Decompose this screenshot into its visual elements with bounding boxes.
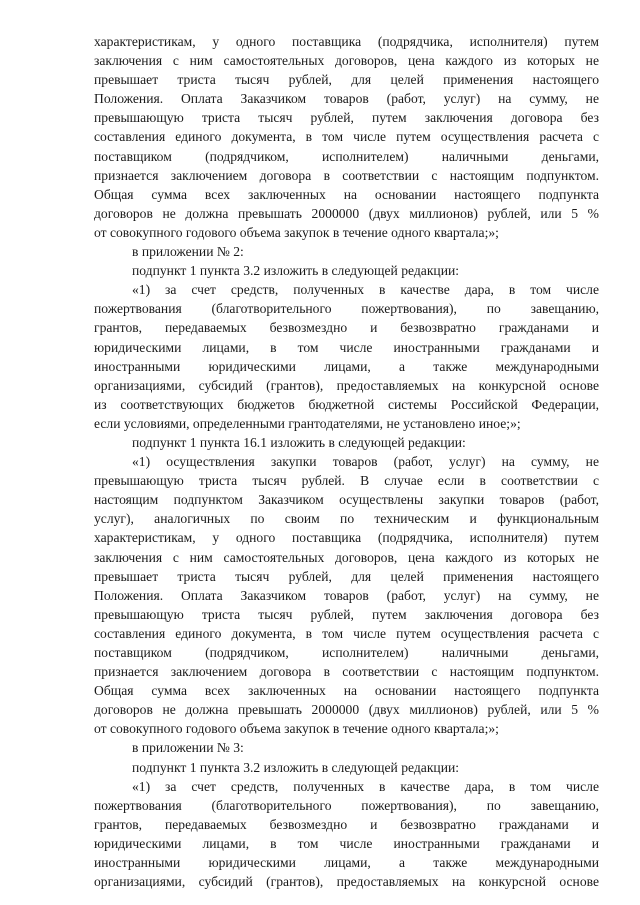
- text-line: заключения с ним самостоятельных договоров, цена каждого из которых не: [94, 549, 599, 565]
- text-line: юридическими лицами, в том числе иностранными гражданами и: [94, 339, 599, 355]
- paragraph-heading: в приложении № 3:: [132, 740, 244, 756]
- text-line: из соответствующих бюджетов бюджетной системы Российской Федерации,: [94, 396, 599, 412]
- text-line: от совокупного годового объема закупок в течение одного квартала;»;: [94, 224, 499, 240]
- text-line: превышает триста тысяч рублей, для целей применения настоящего: [94, 72, 599, 88]
- text-line: характеристикам, у одного поставщика (подрядчика, исполнителя) путем: [94, 530, 599, 546]
- text-line: превышающую триста тысяч рублей, путем заключения договора без: [94, 606, 599, 622]
- text-line: заключения с ним самостоятельных договоров, цена каждого из которых не: [94, 53, 599, 69]
- text-line: пожертвования (благотворительного пожертвования), по завещанию,: [94, 301, 599, 317]
- text-line: от совокупного годового объема закупок в течение одного квартала;»;: [94, 721, 499, 737]
- text-line: «1) осуществления закупки товаров (работ, услуг) на сумму, не: [132, 454, 599, 470]
- text-line: составления единого документа, в том числе путем осуществления расчета с: [94, 625, 599, 641]
- text-line: грантов, передаваемых безвозмездно и безвозвратно гражданами и: [94, 320, 599, 336]
- text-line: услуг), аналогичных по своим по техническим и функциональным: [94, 511, 599, 527]
- text-line: организациями, субсидий (грантов), предоставляемых на конкурсной основе: [94, 874, 599, 890]
- text-line: юридическими лицами, в том числе иностранными гражданами и: [94, 835, 599, 851]
- text-line: превышает триста тысяч рублей, для целей применения настоящего: [94, 568, 599, 584]
- text-line: превышающую триста тысяч рублей. В случае если в соответствии с: [94, 473, 599, 489]
- paragraph-heading: подпункт 1 пункта 3.2 изложить в следующей редакции:: [132, 759, 460, 775]
- text-line: признается заключением договора в соответствии с настоящим подпунктом.: [94, 167, 599, 183]
- text-line: превышающую триста тысяч рублей, путем заключения договора без: [94, 110, 599, 126]
- text-line: характеристикам, у одного поставщика (подрядчика, исполнителя) путем: [94, 34, 599, 49]
- text-line: настоящим подпунктом Заказчиком осуществлены закупки товаров (работ,: [94, 492, 599, 508]
- text-line: если условиями, определенными грантодателями, не установлено иное;»;: [94, 415, 521, 431]
- text-line: договоров не должна превышать 2000000 (двух миллионов) рублей, или 5 %: [94, 205, 599, 221]
- text-line: пожертвования (благотворительного пожертвования), по завещанию,: [94, 797, 599, 813]
- text-line: Общая сумма всех заключенных на основании настоящего подпункта: [94, 683, 599, 699]
- text-line: организациями, субсидий (грантов), предоставляемых на конкурсной основе: [94, 377, 599, 393]
- text-line: составления единого документа, в том числе путем осуществления расчета с: [94, 129, 599, 145]
- text-line: иностранными юридическими лицами, а также международными: [94, 855, 599, 871]
- paragraph-heading: в приложении № 2:: [132, 244, 244, 260]
- text-line: Положения. Оплата Заказчиком товаров (работ, услуг) на сумму, не: [94, 587, 599, 603]
- text-line: грантов, передаваемых безвозмездно и безвозвратно гражданами и: [94, 816, 599, 832]
- text-line: «1) за счет средств, полученных в качестве дара, в том числе: [132, 778, 599, 794]
- text-line: Общая сумма всех заключенных на основании настоящего подпункта: [94, 186, 599, 202]
- text-line: признается заключением договора в соответствии с настоящим подпунктом.: [94, 664, 599, 680]
- paragraph-heading: подпункт 1 пункта 16.1 изложить в следующей редакции:: [132, 434, 466, 450]
- text-line: «1) за счет средств, полученных в качестве дара, в том числе: [132, 282, 599, 298]
- document-page: [94, 32, 599, 891]
- text-line: Положения. Оплата Заказчиком товаров (работ, услуг) на сумму, не: [94, 91, 599, 107]
- text-line: договоров не должна превышать 2000000 (двух миллионов) рублей, или 5 %: [94, 702, 599, 718]
- paragraph-heading: подпункт 1 пункта 3.2 изложить в следующей редакции:: [132, 263, 460, 279]
- text-line: поставщиком (подрядчиком, исполнителем) наличными деньгами,: [94, 148, 599, 164]
- text-line: иностранными юридическими лицами, а также международными: [94, 358, 599, 374]
- text-line: поставщиком (подрядчиком, исполнителем) наличными деньгами,: [94, 645, 599, 660]
